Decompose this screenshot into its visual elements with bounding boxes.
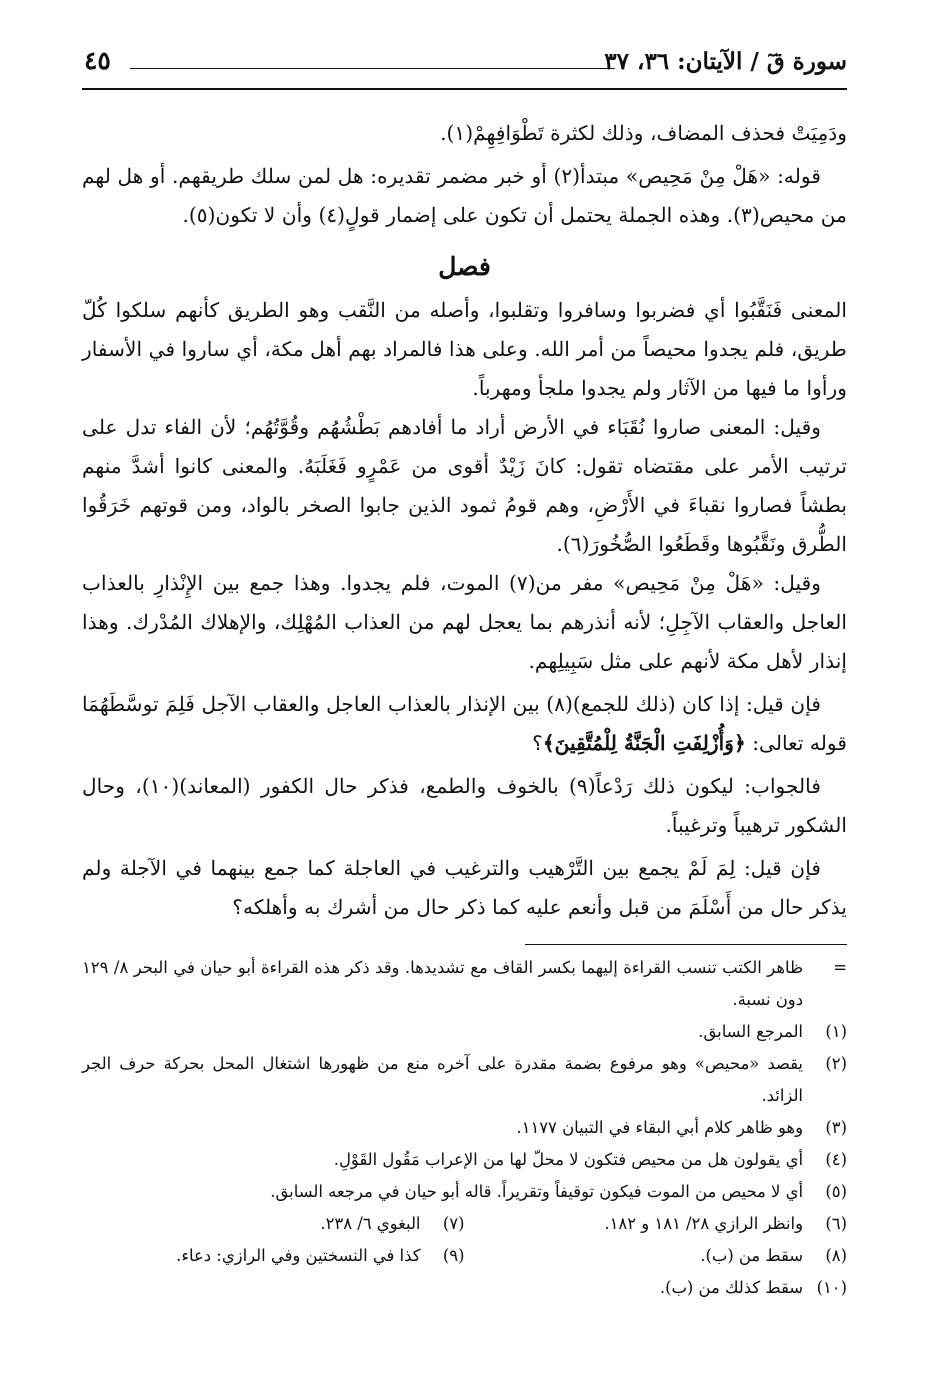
paragraph: وقيل: المعنى صاروا نُقَبَاء في الأرض أراد ما أفادهم بَطْشُهُم وقُوَّتُهُم؛ لأن الفاء تدل على ترتيب الأمر على مقتضاه تقول: كانَ زَيْدٌ أقوى من عَمْرٍو فَغَلَبَهُ. والمعنى كانوا أشدَّ منهم بطشاً فصاروا نقباءَ في الأَرْضِ، وهم قومُ ثمود الذين جابوا الصخر بالواد، ومن قوتهم خَرَقُوا الطُّرق ونَقَّبُوها وقَطَعُوا الصُّخُورَ(٦). bbox=[82, 415, 847, 556]
footnote-number: = bbox=[833, 958, 847, 977]
paragraph: قوله: «هَلْ مِنْ مَحِيص» مبتدأ(٢) أو خبر مضمر تقديره: هل لمن سلك طريقهم. أو هل لهم من محيص(٣). وهذه الجملة يحتمل أن تكون على إضمار قولٍ(٤) وأن لا تكون(٥). bbox=[82, 164, 847, 227]
footnote-number: (٩) bbox=[442, 1246, 465, 1265]
paragraph-text: فإن قيل: إذا كان (ذلك للجمع)(٨) بين الإنذار بالعذاب العاجل والعقاب الآجل فَلِمَ توسَّطَهُمَا قوله تعالى: bbox=[82, 692, 847, 755]
footnote bbox=[82, 1048, 847, 1112]
footnote bbox=[82, 952, 847, 1016]
footnote-text: أي يقولون هل من محيص فتكون لا محلّ لها من الإعراب مَقُول القَوْلِ. bbox=[333, 1150, 803, 1169]
header-rule bbox=[82, 88, 847, 90]
footnote bbox=[82, 1272, 847, 1304]
footnote-text: يقصد «محيص» وهو مرفوع بضمة مقدرة على آخره منع من ظهورها اشتغال المحل بحركة حرف الجر الزائد. bbox=[82, 1054, 803, 1105]
footnote-number: (٤) bbox=[825, 1150, 847, 1169]
footnote-text: وانظر الرازي ٢٨/ ١٨١ و ١٨٢. bbox=[604, 1214, 803, 1233]
footnote-number: (٣) bbox=[825, 1118, 847, 1137]
footnote-row bbox=[82, 1208, 847, 1240]
footnote bbox=[82, 1144, 847, 1176]
quran-verse: ﴿وَأُزْلِفَتِ الْجَنَّةُ لِلْمُتَّقِينَ﴾ bbox=[542, 731, 746, 755]
main-text bbox=[82, 114, 847, 927]
footnote bbox=[82, 1176, 847, 1208]
footnote bbox=[465, 1240, 848, 1272]
footnote-row bbox=[82, 1240, 847, 1272]
footnote bbox=[82, 1112, 847, 1144]
footnote-text: سقط كذلك من (ب). bbox=[659, 1278, 803, 1297]
footnote bbox=[82, 1208, 465, 1240]
footnote bbox=[82, 1240, 465, 1272]
footnote-number: (٧) bbox=[442, 1214, 465, 1233]
footnote-number: (١٠) bbox=[816, 1278, 847, 1297]
footnote-number: (٢) bbox=[825, 1054, 847, 1073]
running-title: سورة قٓ / الآيتان: ٣٦، ٣٧ bbox=[604, 48, 847, 75]
paragraph: فإن قيل: لِمَ لَمْ يجمع بين التَّرْهيب والترغيب في العاجلة كما جمع بينهما في الآجلة ولم يذكر حال من أَسْلَمَ من قبل وأنعم عليه كما ذكر حال من أشرك به وأهلكه؟ bbox=[82, 856, 847, 919]
paragraph-text: ؟ bbox=[532, 731, 543, 755]
page-number: ٤٥ bbox=[84, 46, 111, 75]
footnotes bbox=[82, 952, 847, 1304]
footnote-number: (٨) bbox=[825, 1246, 847, 1265]
footnote-separator bbox=[525, 944, 847, 945]
paragraph: المعنى فَنَقَّبُوا أي فضربوا وسافروا وتقلبوا، وأصله من النَّقب وهو الطريق كأنهم سلكوا كُلّ طريق، فلم يجدوا محيصاً من أمر الله. وعلى هذا فالمراد بهم أهل مكة، أي ساروا في الأسفار ورأوا ما فيها من الآثار ولم يجدوا ملجأ ومهرباً. bbox=[82, 298, 847, 400]
footnote-text: أي لا محيص من الموت فيكون توقيفاً وتقريراً. قاله أبو حيان في مرجعه السابق. bbox=[270, 1182, 803, 1201]
footnote bbox=[82, 1016, 847, 1048]
footnote-text: المرجع السابق. bbox=[698, 1022, 803, 1041]
footnote-number: (١) bbox=[825, 1022, 847, 1041]
paragraph bbox=[82, 685, 847, 763]
header-leader-line bbox=[130, 68, 615, 69]
footnote-text: سقط من (ب). bbox=[700, 1246, 803, 1265]
footnote bbox=[465, 1208, 848, 1240]
footnote-text: ظاهر الكتب تنسب القراءة إليهما بكسر القاف مع تشديدها. وقد ذكر هذه القراءة أبو حيان في البحر ٨/ ١٢٩ دون نسبة. bbox=[82, 958, 804, 1009]
footnote-text: كذا في النسختين وفي الرازي: دعاء. bbox=[176, 1246, 421, 1265]
paragraph: وقيل: «هَلْ مِنْ مَحِيص» مفر من(٧) الموت، فلم يجدوا. وهذا جمع بين الإِنْذارِ بالعذاب العاجل والعقاب الآجِلِ؛ لأنه أنذرهم بما يعجل لهم من العذاب المُهْلِك، والإهلاك المُدْرك. وهذا إنذار لأهل مكة لأنهم على مثل سَبِيلِهم. bbox=[82, 571, 847, 673]
page-header bbox=[82, 44, 847, 84]
footnote-number: (٦) bbox=[825, 1214, 847, 1233]
footnote-text: وهو ظاهر كلام أبي البقاء في التبيان ١١٧٧. bbox=[516, 1118, 803, 1137]
paragraph: ودَمِيَتْ فحذف المضاف، وذلك لكثرة تَطْوَافِهِمْ(١). bbox=[440, 121, 847, 145]
footnote-text: البغوي ٦/ ٢٣٨. bbox=[320, 1214, 421, 1233]
paragraph: فالجواب: ليكون ذلك رَدْعاً(٩) بالخوف والطمع، فذكر حال الكفور (المعاند)(١٠)، وحال الشكور ترهيباً وترغيباً. bbox=[82, 774, 847, 837]
section-title: فصل bbox=[438, 252, 491, 281]
footnote-number: (٥) bbox=[825, 1182, 847, 1201]
